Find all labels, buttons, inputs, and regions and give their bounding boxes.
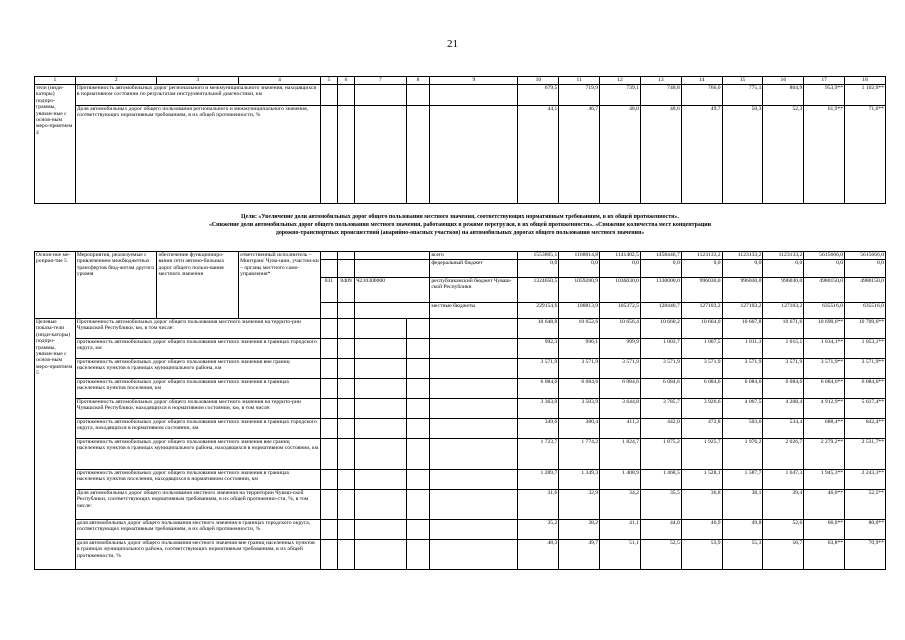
table-row	[35, 379, 886, 399]
indicator-value: 2 279,2**	[804, 439, 845, 470]
indicator-value: 1 053,1**	[845, 339, 886, 359]
funding-value: 996030,0	[681, 278, 722, 303]
indicator-value: 1 723,7	[518, 439, 559, 470]
indicator-value: 38,1	[722, 490, 763, 520]
empty-cell	[430, 339, 518, 359]
indicator-value: 10 690,6**	[804, 319, 845, 339]
indicator-value: 63,8**	[804, 540, 845, 570]
table-row	[35, 359, 886, 379]
indicator-group-label: Целевые показа-тели (инди-каторы) подпро-граммы, увязан-ные с основ-ным меро-приятием 5	[35, 319, 76, 570]
indicator-value: 4 067,5	[722, 399, 763, 419]
indicator-value: 2 243,3**	[845, 470, 886, 490]
indicator-value: 49,8	[722, 520, 763, 540]
indicator-value: 44,1	[518, 106, 559, 204]
table-row	[35, 439, 886, 470]
indicator-value: 3 363,0	[518, 399, 559, 419]
funding-value: 0,0	[763, 260, 804, 278]
indicator-value: 55,3	[722, 540, 763, 570]
empty-cell	[430, 419, 518, 439]
empty-cell	[406, 439, 430, 470]
funding-value: 0,0	[804, 260, 845, 278]
indicator-value: 34,2	[600, 490, 641, 520]
funding-source: всего	[430, 252, 518, 260]
column-number: 16	[763, 77, 804, 85]
empty-cell	[355, 520, 407, 540]
funding-value: 1553805,1	[518, 252, 559, 260]
empty-cell	[337, 260, 354, 278]
indicator-text: протяженность автомобильных дорог общего пользования местного значения вне границ населенных пунктов в границах муниципального района, км	[75, 359, 320, 379]
indicator-value: 41,1	[600, 520, 641, 540]
indicator-value: 4 912,9**	[804, 399, 845, 419]
indicator-value: 411,2	[600, 419, 641, 439]
event-name: Мероприятия, реализуемые с привлечением межбюджетных трансфертов бюд-жетам другого уровня	[75, 252, 157, 319]
empty-cell	[430, 359, 518, 379]
indicator-value: 50,3	[722, 106, 763, 204]
empty-cell	[430, 379, 518, 399]
indicator-value: 10 671,6	[763, 319, 804, 339]
indicator-value: 472,8	[681, 419, 722, 439]
indicator-value: 953,9**	[804, 85, 845, 106]
goal-line: «Снижение доли автомобильных дорог общего пользования местного значения, работающих в режиме перегрузки, в их общей протяженности». «Снижение количества мест концентрации	[208, 222, 712, 229]
indicator-value: 775,1	[722, 85, 763, 106]
code-grbs: 831	[320, 278, 337, 303]
funding-value: 127103,2	[681, 303, 722, 319]
empty-cell	[337, 359, 354, 379]
column-number: 9	[430, 77, 518, 85]
indicator-value: 48,3	[518, 540, 559, 570]
empty-cell	[430, 490, 518, 520]
indicator-value: 679,5	[518, 85, 559, 106]
indicator-value: 10 652,6	[559, 319, 600, 339]
indicator-value: 52,5**	[845, 490, 886, 520]
indicator-value: 52,3	[763, 106, 804, 204]
empty-cell	[337, 252, 354, 260]
empty-cell	[406, 379, 430, 399]
empty-cell	[337, 85, 354, 106]
indicator-value: 1 011,3	[722, 339, 763, 359]
column-number: 13	[640, 77, 681, 85]
indicators-table-event-5	[34, 251, 886, 570]
indicator-value: 10 660,2	[640, 319, 681, 339]
indicator-text: Доля автомобильных дорог общего пользования местного значения на территории Чуваш-ской Республики, соответствующих нормативным требованиям, в их общей протяженно-сти, %, в том числе:	[75, 490, 320, 520]
empty-cell	[406, 399, 430, 419]
funding-value: 996030,0	[763, 278, 804, 303]
empty-cell	[406, 540, 430, 570]
event-number: Основ-ное ме-роприя-тие 5	[35, 252, 76, 319]
empty-cell	[337, 319, 354, 339]
indicator-value: 688,4**	[804, 419, 845, 439]
column-number: 3	[157, 77, 239, 85]
indicator-value: 39,4	[763, 490, 804, 520]
empty-cell	[320, 303, 337, 319]
empty-cell	[337, 490, 354, 520]
funding-value: 1123133,2	[722, 252, 763, 260]
indicator-value: 38,2	[559, 520, 600, 540]
indicator-value: 6 084,6	[681, 379, 722, 399]
indicator-value: 46,7	[559, 106, 600, 204]
indicator-text: протяженность автомобильных дорог общего пользования местного значения в границах городского округа, км	[75, 339, 320, 359]
empty-cell	[337, 106, 354, 204]
funding-value: 635516,0	[804, 303, 845, 319]
funding-value: 4980150,0	[845, 278, 886, 303]
indicator-text: Протяженность автомобильных дорог регионального и межмуниципального значения, находящихся в нормативном состоянии по результатам инструментальной диагностики, км	[75, 85, 320, 106]
empty-cell	[430, 106, 518, 204]
indicator-value: 1 976,2	[722, 439, 763, 470]
empty-cell	[320, 470, 337, 490]
column-number: 18	[845, 77, 886, 85]
indicator-value: 1 647,3	[763, 470, 804, 490]
empty-cell	[355, 359, 407, 379]
empty-cell	[320, 339, 337, 359]
empty-cell	[337, 339, 354, 359]
indicator-value: 3 785,7	[640, 399, 681, 419]
funding-value: 1168014,8	[559, 252, 600, 260]
empty-cell	[320, 260, 337, 278]
empty-cell	[355, 379, 407, 399]
indicator-value: 48,6	[640, 106, 681, 204]
indicator-value: 53,9	[681, 540, 722, 570]
empty-cell	[337, 399, 354, 419]
indicator-value: 6 084,6	[722, 379, 763, 399]
indicator-value: 10 664,0	[681, 319, 722, 339]
empty-cell	[355, 339, 407, 359]
indicator-value: 1 003,7	[640, 339, 681, 359]
column-number: 1	[35, 77, 76, 85]
indicator-value: 46,9	[681, 520, 722, 540]
empty-cell	[355, 319, 407, 339]
indicator-value: 996,1	[559, 339, 600, 359]
empty-cell	[406, 359, 430, 379]
indicator-value: 992,3	[518, 339, 559, 359]
goals-block	[34, 213, 886, 238]
indicator-value: 5 617,4**	[845, 399, 886, 419]
table-row	[35, 540, 886, 570]
empty-cell	[337, 439, 354, 470]
table-row	[35, 339, 886, 359]
table-row	[35, 470, 886, 490]
empty-cell	[430, 470, 518, 490]
indicator-value: 49,7	[559, 540, 600, 570]
funding-value: 0,0	[559, 260, 600, 278]
indicator-value: 766,0	[681, 85, 722, 106]
funding-source: местные бюджеты	[430, 303, 518, 319]
funding-value: 105372,5	[600, 303, 641, 319]
indicator-value: 2 531,7**	[845, 439, 886, 470]
indicator-value: 719,9	[559, 85, 600, 106]
indicator-value: 6 084,6	[600, 379, 641, 399]
column-number: 7	[355, 77, 407, 85]
indicator-value: 503,6	[722, 419, 763, 439]
indicator-value: 52,6	[763, 520, 804, 540]
indicator-value: 51,1	[600, 540, 641, 570]
funding-value: 1141402,5	[600, 252, 641, 260]
empty-cell	[430, 439, 518, 470]
empty-cell	[320, 106, 337, 204]
empty-cell	[337, 303, 354, 319]
indicator-value: 3 571,9	[640, 359, 681, 379]
indicator-value: 46,0**	[804, 490, 845, 520]
empty-cell	[320, 379, 337, 399]
indicator-value: 56,7	[763, 540, 804, 570]
empty-cell	[320, 540, 337, 570]
empty-cell	[406, 85, 430, 106]
empty-cell	[355, 419, 407, 439]
indicator-value: 71,6**	[845, 106, 886, 204]
indicator-text: доля автомобильных дорог общего пользования местного значения в границах городского округа, соответствующих нормативным требованиям, в их общей протяженности, %	[75, 520, 320, 540]
indicator-value: 6 084,6	[518, 379, 559, 399]
empty-cell	[320, 359, 337, 379]
indicator-value: 1 925,7	[681, 439, 722, 470]
indicator-value: 44,0	[640, 520, 681, 540]
indicator-value: 10 656,4	[600, 319, 641, 339]
indicator-value: 61,9**	[804, 106, 845, 204]
indicator-text: протяженность автомобильных дорог общего пользования местного значения вне границ населенных пунктов в границах муниципального района, находящихся в нормативном состоянии, км	[75, 439, 320, 470]
indicator-value: 48,0	[600, 106, 641, 204]
indicator-value: 1 015,1	[763, 339, 804, 359]
empty-cell	[320, 85, 337, 106]
indicator-value: 1 587,7	[722, 470, 763, 490]
funding-value: 229154,6	[518, 303, 559, 319]
indicator-value: 739,1	[600, 85, 641, 106]
empty-cell	[320, 399, 337, 419]
funding-source: федеральный бюджет	[430, 260, 518, 278]
indicator-value: 380,4	[559, 419, 600, 439]
indicator-text: Доля автомобильных дорог общего пользования регионального и межмуниципального значения, соответствующих нормативным требованиям, в их общей протяженности, %	[75, 106, 320, 204]
empty-cell	[406, 319, 430, 339]
page-number: 21	[447, 38, 458, 50]
indicator-value: 3 644,8	[600, 399, 641, 419]
table-row	[35, 252, 886, 260]
funding-value: 127103,2	[763, 303, 804, 319]
indicator-text: протяженность автомобильных дорог общего пользования местного значения в границах населенных пунктов поселения, находящихся в нормативном состоянии, км	[75, 470, 320, 490]
empty-cell	[355, 106, 407, 204]
indicator-value: 10 667,8	[722, 319, 763, 339]
indicator-value: 999,9	[600, 339, 641, 359]
empty-cell	[430, 85, 518, 106]
table-row	[35, 419, 886, 439]
funding-value: 1123133,2	[681, 252, 722, 260]
indicator-value: 842,4**	[845, 419, 886, 439]
empty-cell	[355, 399, 407, 419]
funding-value: 5615666,0	[845, 252, 886, 260]
indicator-value: 31,6	[518, 490, 559, 520]
empty-cell	[320, 252, 337, 260]
event-executor: ответственный исполнитель – Минтранс Чува-шии, участни-ки – органы местного само-управления*	[239, 252, 321, 319]
table-row	[35, 319, 886, 339]
column-number: 2	[75, 77, 157, 85]
funding-value: 1036030,0	[600, 278, 641, 303]
empty-cell	[430, 540, 518, 570]
indicator-value: 3 571,9**	[804, 359, 845, 379]
event-task: обеспечение функциониро-вания сети автомо-бильных дорог общего пользо-вания местного значения	[157, 252, 239, 319]
indicator-value: 80,0**	[845, 520, 886, 540]
empty-cell	[430, 399, 518, 419]
empty-cell	[337, 470, 354, 490]
funding-value: 635516,0	[845, 303, 886, 319]
funding-value: 0,0	[518, 260, 559, 278]
indicator-value: 1 349,3	[559, 470, 600, 490]
indicator-value: 3 926,6	[681, 399, 722, 419]
empty-cell	[355, 85, 407, 106]
goal-line: Цели: «Увеличение доли автомобильных дорог общего пользования местного значения, соответствующих нормативным требованиям, в их общей протяженности».	[241, 214, 679, 220]
funding-value: 0,0	[681, 260, 722, 278]
indicator-value: 10 648,8	[518, 319, 559, 339]
column-number: 14	[681, 77, 722, 85]
indicator-value: 6 084,6	[640, 379, 681, 399]
empty-cell	[406, 470, 430, 490]
empty-cell	[355, 470, 407, 490]
indicator-value: 3 571,9**	[845, 359, 886, 379]
column-number: 5	[320, 77, 337, 85]
empty-cell	[355, 252, 430, 260]
column-number: 4	[239, 77, 321, 85]
indicator-value: 1 102,9**	[845, 85, 886, 106]
indicator-value: 3 503,9	[559, 399, 600, 419]
funding-value: 996030,0	[722, 278, 763, 303]
funding-value: 0,0	[640, 260, 681, 278]
goal-line: дорожно-транспортных происшествий (аварийно-опасных участков) на автомобильных дорогах общего пользования местного значения»	[275, 230, 645, 237]
table-row	[35, 77, 886, 85]
indicator-text: протяженность автомобильных дорог общего пользования местного значения в границах населенных пунктов поселения, км	[75, 379, 320, 399]
empty-cell	[320, 520, 337, 540]
indicator-value: 70,9**	[845, 540, 886, 570]
empty-cell	[355, 303, 430, 319]
indicator-value: 349,6	[518, 419, 559, 439]
indicator-value: 6 084,6	[763, 379, 804, 399]
indicator-value: 442,0	[640, 419, 681, 439]
indicator-value: 1 528,1	[681, 470, 722, 490]
empty-cell	[355, 540, 407, 570]
table-row	[35, 520, 886, 540]
column-number: 17	[804, 77, 845, 85]
empty-cell	[320, 490, 337, 520]
funding-value: 1324650,5	[518, 278, 559, 303]
indicator-text: Протяженность автомобильных дорог общего пользования местного значения на террито-рии Чувашской Республики, км, в том числе:	[75, 319, 320, 339]
table-row	[35, 85, 886, 106]
empty-cell	[355, 260, 430, 278]
indicator-value: 3 571,9	[559, 359, 600, 379]
indicator-text: доля автомобильных дорог общего пользования местного значения вне границ населенных пунктов в границах муниципального района, соответствующих нормативным требованиям, в их общей протяженности, %	[75, 540, 320, 570]
indicator-value: 804,9	[763, 85, 804, 106]
column-number: 11	[559, 77, 600, 85]
column-number: 10	[518, 77, 559, 85]
indicator-value: 1 774,2	[559, 439, 600, 470]
indicator-value: 6 084,6	[559, 379, 600, 399]
empty-cell	[337, 379, 354, 399]
empty-cell	[430, 319, 518, 339]
empty-cell	[337, 419, 354, 439]
funding-value: 128446,7	[640, 303, 681, 319]
funding-value: 5615666,0	[804, 252, 845, 260]
indicator-value: 1 034,1**	[804, 339, 845, 359]
indicator-value: 534,4	[763, 419, 804, 439]
empty-cell	[337, 540, 354, 570]
indicator-value: 10 709,6**	[845, 319, 886, 339]
indicator-value: 6 084,6**	[804, 379, 845, 399]
column-number: 12	[600, 77, 641, 85]
indicator-value: 36,8	[681, 490, 722, 520]
indicator-value: 2 026,7	[763, 439, 804, 470]
indicator-text: Протяженность автомобильных дорог общего пользования местного значения на террито-рии Чувашской Республики, находящихся в нормативном состоянии, км, в том числе:	[75, 399, 320, 419]
indicator-value: 1 875,2	[640, 439, 681, 470]
empty-cell	[430, 520, 518, 540]
indicator-value: 32,9	[559, 490, 600, 520]
indicator-value: 1 408,9	[600, 470, 641, 490]
funding-value: 1059200,9	[559, 278, 600, 303]
code-target-article: Ч210300000	[355, 278, 430, 303]
indicator-value: 1 007,5	[681, 339, 722, 359]
empty-cell	[355, 490, 407, 520]
funding-value: 4980150,0	[804, 278, 845, 303]
funding-value: 0,0	[722, 260, 763, 278]
indicator-value: 1 468,5	[640, 470, 681, 490]
empty-cell	[406, 419, 430, 439]
indicator-value: 748,8	[640, 85, 681, 106]
column-number: 8	[406, 77, 430, 85]
empty-cell	[406, 106, 430, 204]
indicator-text: протяженность автомобильных дорог общего пользования местного значения в границах городского округа, находящихся в нормативном состоянии, км	[75, 419, 320, 439]
empty-cell	[337, 520, 354, 540]
funding-source: республиканский бюджет Чуваш-ской Республики	[430, 278, 518, 303]
table-row	[35, 106, 886, 204]
indicators-table-event-4	[34, 76, 886, 204]
funding-value: 127103,2	[722, 303, 763, 319]
empty-cell	[320, 419, 337, 439]
indicator-value: 3 571,9	[518, 359, 559, 379]
indicator-value: 3 571,9	[763, 359, 804, 379]
funding-value: 108813,9	[559, 303, 600, 319]
empty-cell	[355, 439, 407, 470]
funding-value: 1330000,0	[640, 278, 681, 303]
indicator-value: 49,7	[681, 106, 722, 204]
table-row	[35, 399, 886, 419]
funding-value: 1123133,2	[763, 252, 804, 260]
empty-cell	[406, 490, 430, 520]
column-number: 6	[337, 77, 354, 85]
funding-value: 1458446,7	[640, 252, 681, 260]
indicator-group-label: тели (инди-каторы) подпро-граммы, увязан-ные с основ-ным меро-приятием 4	[35, 85, 76, 204]
indicator-value: 66,6**	[804, 520, 845, 540]
empty-cell	[406, 520, 430, 540]
empty-cell	[406, 339, 430, 359]
funding-value: 0,0	[845, 260, 886, 278]
indicator-value: 1 824,7	[600, 439, 641, 470]
indicator-value: 6 084,6**	[845, 379, 886, 399]
empty-cell	[320, 319, 337, 339]
indicator-value: 3 571,9	[600, 359, 641, 379]
column-number: 15	[722, 77, 763, 85]
table-row	[35, 490, 886, 520]
indicator-value: 3 571,9	[722, 359, 763, 379]
code-section: 0409	[337, 278, 354, 303]
indicator-value: 35,2	[518, 520, 559, 540]
indicator-value: 3 571,9	[681, 359, 722, 379]
funding-value: 0,0	[600, 260, 641, 278]
indicator-value: 1 945,3**	[804, 470, 845, 490]
empty-cell	[320, 439, 337, 470]
indicator-value: 35,5	[640, 490, 681, 520]
indicator-value: 52,5	[640, 540, 681, 570]
indicator-value: 1 289,7	[518, 470, 559, 490]
indicator-value: 4 208,4	[763, 399, 804, 419]
